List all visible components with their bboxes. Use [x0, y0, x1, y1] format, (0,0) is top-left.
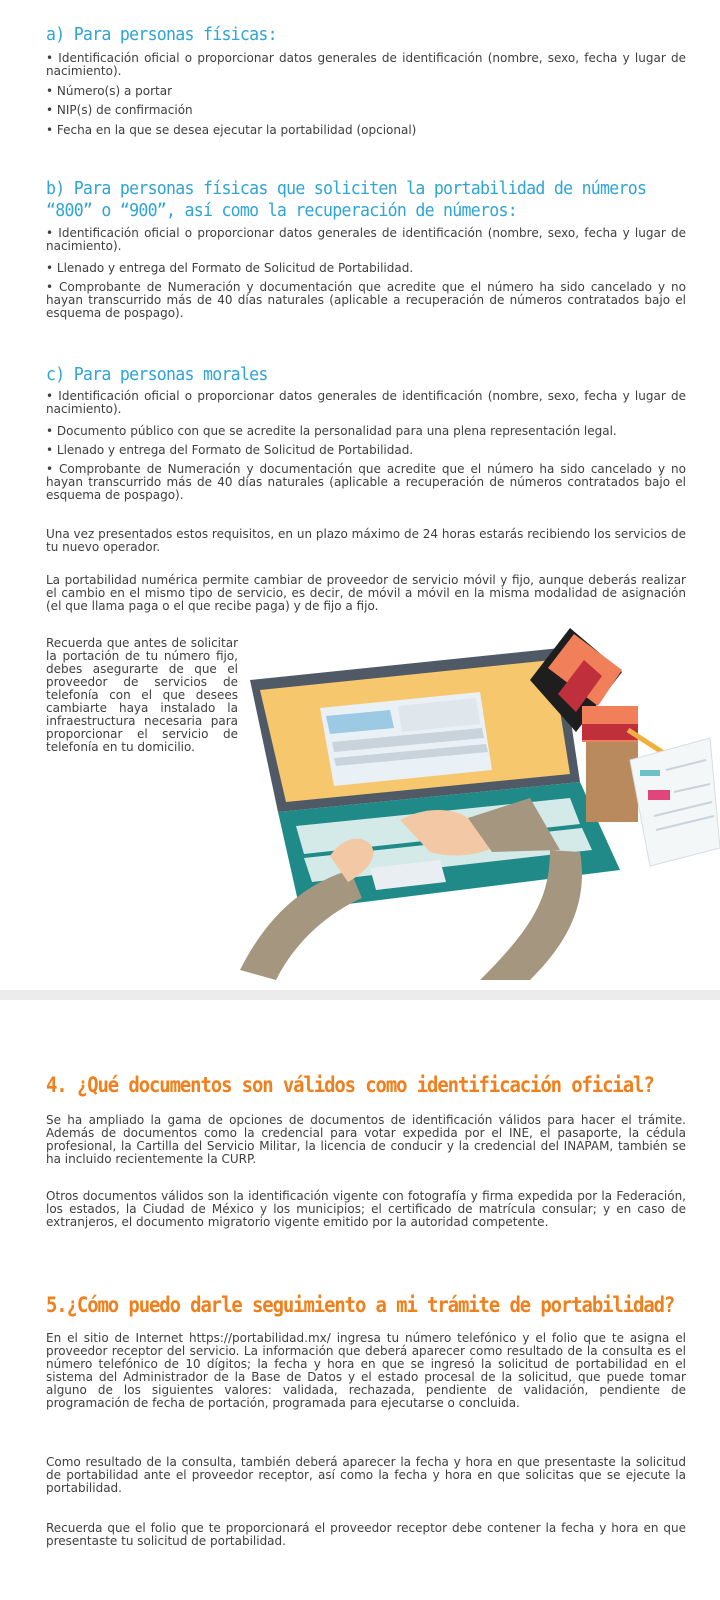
section-b-heading: b) Para personas físicas que soliciten la portabilidad de números “800” o “900”, así como la recuperación de números:	[46, 178, 647, 221]
section-a-item: • Número(s) a portar	[46, 84, 173, 98]
reminder-text: Recuerda que antes de solicitar la portación de tu número fijo, debes asegurarte de que el proveedor de servicios de telefonía con el que desees cambiarte haya instalado la infraestructura necesaria para proporcionar el servicio de telefonía en tu domicilio.	[46, 636, 238, 754]
portability-note: La portabilidad numérica permite cambiar de proveedor de servicio móvil y fijo, aunque deberás realizar el cambio en el mismo tipo de servicio, es decir, de móvil a móvil en la misma modalidad de asignación (el que llama paga o el que recibe paga) y de fijo a fijo.	[46, 573, 686, 613]
section-4-paragraph: Otros documentos válidos son la identificación vigente con fotografía y firma expedida por la Federación, los estados, la Ciudad de México y los municipios; el certificado de matrícula consular; y en caso de extranjeros, el documento migratorio vigente emitido por la autoridad competente.	[46, 1189, 686, 1229]
documents	[630, 738, 720, 866]
section-a-heading: a) Para personas físicas:	[46, 24, 277, 45]
section-b-item: • Identificación oficial o proporcionar datos generales de identificación (nombre, sexo, fecha y lugar de nacimiento).	[46, 226, 686, 253]
section-4-paragraph: Se ha ampliado la gama de opciones de documentos de identificación válidos para hacer el trámite. Además de documentos como la credencial para votar expedida por el INE, el pasaporte, la cédula profesional, la Cartilla del Servicio Militar, la licencia de conducir y la credencial del INAPAM, también se ha incluido recientemente la CURP.	[46, 1113, 686, 1166]
section-c-item: • Comprobante de Numeración y documentación que acredite que el número ha sido cancelado y no hayan transcurrido más de 40 días naturales (aplicable a recuperación de números contratados bajo el esquema de pospago).	[46, 462, 686, 502]
section-5-paragraph: Recuerda que el folio que te proporcionará el proveedor receptor debe contener la fecha y hora en que presentaste tu solicitud de portabilidad.	[46, 1521, 686, 1548]
section-b-item: • Comprobante de Numeración y documentación que acredite que el número ha sido cancelado y no hayan transcurrido más de 40 días naturales (aplicable a recuperación de números contratados bajo el esquema de pospago).	[46, 280, 686, 320]
section-c-item: • Documento público con que se acredite la personalidad para una plena representación legal.	[46, 424, 617, 438]
requirements-note: Una vez presentados estos requisitos, en un plazo máximo de 24 horas estarás recibiendo los servicios de tu nuevo operador.	[46, 527, 686, 554]
section-c-item: • Llenado y entrega del Formato de Solicitud de Portabilidad.	[46, 443, 414, 457]
section-5-heading: 5.¿Cómo puedo darle seguimiento a mi trámite de portabilidad?	[46, 1293, 675, 1317]
section-4-heading: 4. ¿Qué documentos son válidos como identificación oficial?	[46, 1073, 654, 1097]
page-separator	[0, 990, 720, 1000]
section-a-item: • NIP(s) de confirmación	[46, 103, 193, 117]
section-5-paragraph: En el sitio de Internet https://portabilidad.mx/ ingresa tu número telefónico y el folio que te asigna el proveedor receptor del servicio. La información que deberá aparecer como resultado de la consulta es el número telefónico de 10 dígitos; la fecha y hora en que se ingresó la solicitud de portabilidad en el sistema del Administrador de la Base de Datos y el estado procesal de la solicitud, que puede tomar alguno de los siguientes valores: validada, rechazada, pendiente de validación, pendiente de programación de fecha de portación, programada para ejecutarse o concluida.	[46, 1331, 686, 1410]
laptop-hands-books-illustration	[230, 620, 720, 980]
section-a-item: • Identificación oficial o proporcionar datos generales de identificación (nombre, sexo, fecha y lugar de nacimiento).	[46, 51, 686, 78]
section-5-paragraph: Como resultado de la consulta, también deberá aparecer la fecha y hora en que presentaste la solicitud de portabilidad ante el proveedor receptor, así como la fecha y hora en que solicitas que se ejecute la portabilidad.	[46, 1455, 686, 1495]
document-page-bottom	[0, 1000, 720, 1600]
section-c-heading: c) Para personas morales	[46, 364, 268, 385]
section-c-item: • Identificación oficial o proporcionar datos generales de identificación (nombre, sexo, fecha y lugar de nacimiento).	[46, 389, 686, 416]
section-b-item: • Llenado y entrega del Formato de Solicitud de Portabilidad.	[46, 261, 414, 275]
section-a-item: • Fecha en la que se desea ejecutar la portabilidad (opcional)	[46, 123, 417, 137]
